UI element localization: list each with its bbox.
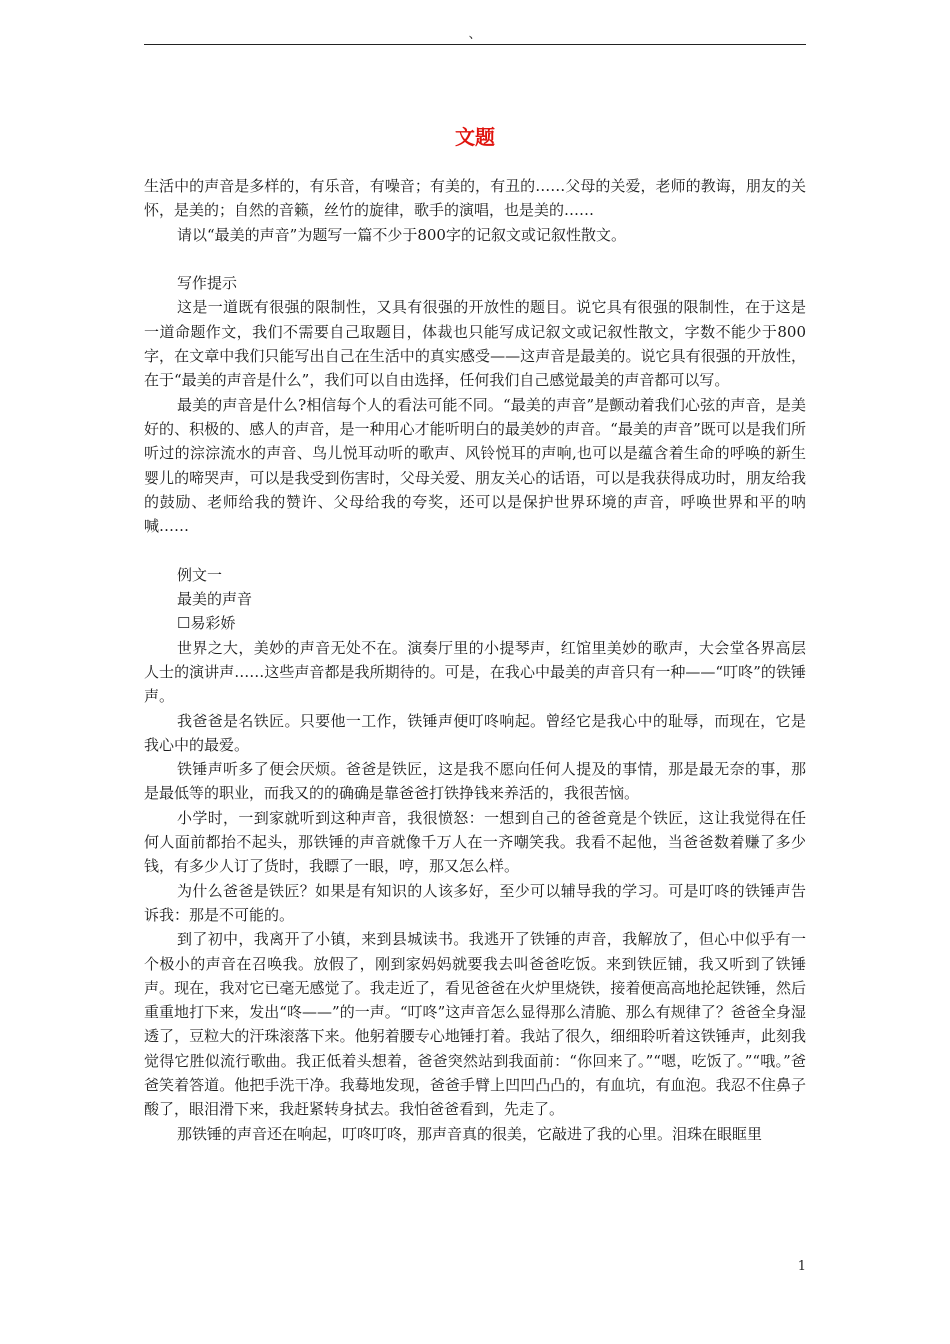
essay-paragraph: 我爸爸是名铁匠。只要他一工作，铁锤声便叮咚响起。曾经它是我心中的耻辱，而现在，它是我心中的最爱。	[144, 711, 806, 754]
body-text	[144, 174, 806, 1146]
page-number: 1	[797, 1259, 806, 1274]
header-mark: 、	[468, 27, 482, 42]
essay-paragraph: 世界之大，美妙的声音无处不在。演奏厅里的小提琴声，红馆里美妙的歌声，大会堂各界高层人士的演讲声……这些声音都是我所期待的。可是，在我心中最美的声音只有一种——“叮咚”的铁锤声。	[144, 638, 806, 706]
essay-paragraph: 铁锤声听多了便会厌烦。爸爸是铁匠，这是我不愿向任何人提及的事情，那是最无奈的事，那是最低等的职业，而我又的的确确是靠爸爸打铁挣钱来养活的，我很苦恼。	[144, 760, 806, 803]
tips-heading: 写作提示	[177, 274, 238, 293]
essay-paragraph: 那铁锤的声音还在响起，叮咚叮咚，那声音真的很美，它敲进了我的心里。泪珠在眼眶里	[177, 1124, 763, 1143]
document-title: 文题	[455, 125, 495, 149]
essay-paragraph: 到了初中，我离开了小镇，来到县城读书。我逃开了铁锤的声音，我解放了，但心中似乎有一个极小的声音在召唤我。放假了，刚到家妈妈就要我去叫爸爸吃饭。来到铁匠铺，我又听到了铁锤声。现在，我对它已毫无感觉了。我走近了，看见爸爸在火炉里烧铁，接着便高高地抡起铁锤，然后重重地打下来，发出“咚——”的一声。“叮咚”这声音怎么显得那么清脆、那么有规律了？爸爸全身湿透了，豆粒大的汗珠滚落下来。他躬着腰专心地锤打着。我站了很久，细细聆听着这铁锤声，此刻我觉得它胜似流行歌曲。我正低着头想着，爸爸突然站到我面前：“你回来了。”“嗯，吃饭了。”“哦。”爸爸笑着答道。他把手洗干净。我蓦地发现，爸爸手臂上凹凹凸凸的，有血坑，有血泡。我忍不住鼻子酸了，眼泪滑下来，我赶紧转身拭去。我怕爸爸看到，先走了。	[144, 930, 806, 1119]
prompt-paragraph: 请以“最美的声音”为题写一篇不少于800字的记叙文或记叙性散文。	[177, 225, 626, 244]
header-rule	[144, 44, 806, 45]
essay-paragraph: 为什么爸爸是铁匠？如果是有知识的人该多好，至少可以辅导我的学习。可是叮咚的铁锤声告诉我：那是不可能的。	[144, 881, 806, 924]
blank-line	[144, 247, 806, 271]
essay-title: 最美的声音	[177, 590, 253, 609]
intro-paragraph: 生活中的声音是多样的，有乐音，有噪音；有美的，有丑的……父母的关爱，老师的教诲，朋友的关怀，是美的；自然的音籁，丝竹的旋律，歌手的演唱，也是美的……	[144, 177, 806, 220]
essay-paragraph: 小学时，一到家就听到这种声音，我很愤怒：一想到自己的爸爸竟是个铁匠，这让我觉得在任何人面前都抬不起头，那铁锤的声音就像千万人在一齐嘲笑我。我看不起他，当爸爸数着赚了多少钱，有多少人订了货时，我瞟了一眼，哼，那又怎么样。	[144, 808, 806, 876]
tips-paragraph: 最美的声音是什么?相信每个人的看法可能不同。“最美的声音”是颤动着我们心弦的声音，是美好的、积极的、感人的声音，是一种用心才能听明白的最美妙的声音。“最美的声音”既可以是我们所听过的淙淙流水的声音、鸟儿悦耳动听的歌声、风铃悦耳的声响,也可以是蕴含着生命的呼唤的新生婴儿的啼哭声，可以是我受到伤害时，父母关爱、朋友关心的话语，可以是我获得成功时，朋友给我的鼓励、老师给我的赞许、父母给我的夸奖，还可以是保护世界环境的声音，呼唤世界和平的呐喊……	[144, 395, 806, 536]
example-label: 例文一	[177, 565, 223, 584]
tips-paragraph: 这是一道既有很强的限制性，又具有很强的开放性的题目。说它具有很强的限制性，在于这是一道命题作文，我们不需要自己取题目，体裁也只能写成记叙文或记叙性散文，字数不能少于800字，在文章中我们只能写出自己在生活中的真实感受——这声音是最美的。说它具有很强的开放性，在于“最美的声音是什么”，我们可以自由选择，任何我们自己感觉最美的声音都可以写。	[144, 298, 806, 390]
blank-line	[144, 538, 806, 562]
essay-author: ☐易彩娇	[177, 614, 236, 633]
